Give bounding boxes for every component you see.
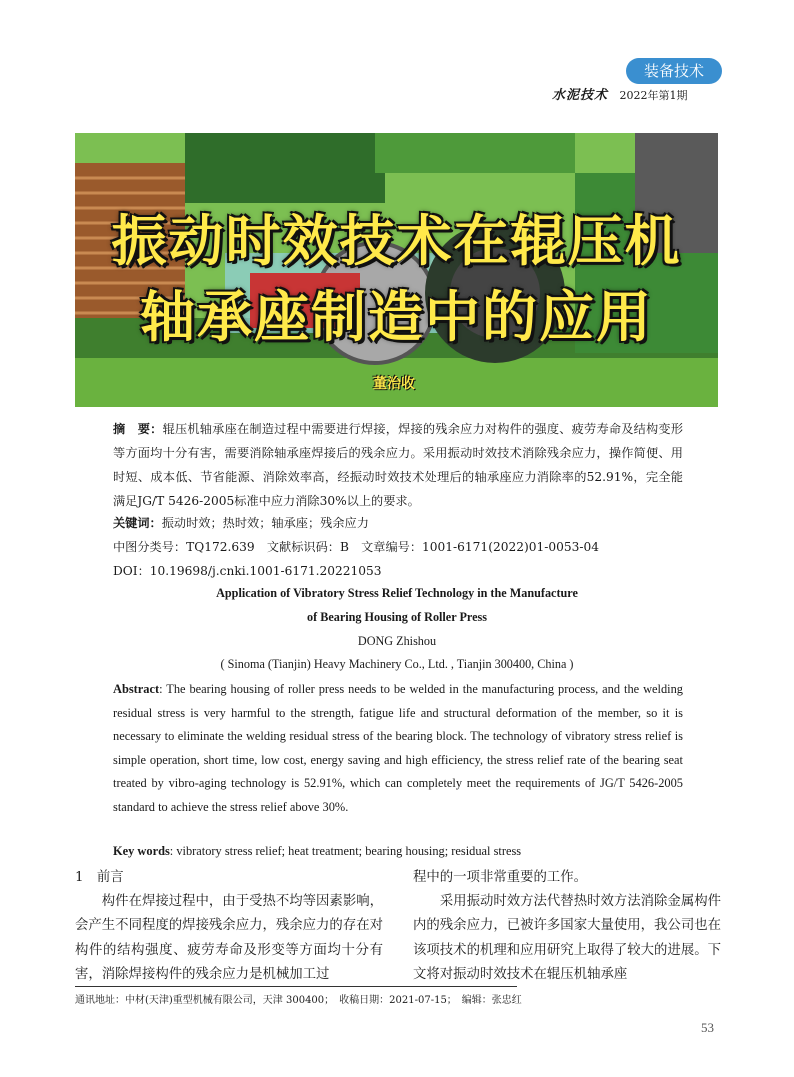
- body-column-right: [413, 866, 721, 987]
- keywords-text: 振动时效；热时效；轴承座；残余应力: [161, 516, 369, 530]
- footnote: 通讯地址：中材(天津)重型机械有限公司，天津 300400； 收稿日期：2021-07-15； 编辑：张忠红: [75, 995, 522, 1006]
- article-title-line1: 振动时效技术在辊压机: [111, 209, 682, 273]
- abstract-english-text: : The bearing housing of roller press needs to be welded in the manufacturing process, and the welding residual stress is very harmful to the strength, fatigue life and structural deformation of the member, so it is necessary to eliminate the welding residual stress of the bearing block. The technology of vibratory stress relief is simple operation, short time, low cost, energy saving and high efficiency, the stress relief rate of the bearing seat treated by vibro-aging technology is 52.91%, which can completely meet the requirements of JG/T 5426-2005 standard to achieve the stress relief above 30%.: [113, 682, 683, 814]
- page-number: 53: [701, 1020, 714, 1035]
- author-chinese: 董治收: [373, 376, 415, 392]
- abstract-english: [113, 678, 683, 820]
- keywords-label: 关键词：: [113, 516, 162, 530]
- journal-header: [552, 84, 688, 103]
- journal-name: 水泥技术: [552, 88, 609, 103]
- keywords-chinese: [113, 514, 369, 531]
- english-title-line1: Application of Vibratory Stress Relief Technology in the Manufacture: [216, 586, 578, 600]
- classification-line: 中图分类号：TQ172.639 文献标识码：B 文章编号：1001-6171(2022)01-0053-04: [113, 540, 599, 554]
- keywords-english-label: Key words: [113, 844, 170, 858]
- english-title-line2: of Bearing Housing of Roller Press: [307, 610, 487, 624]
- keywords-english-text: : vibratory stress relief; heat treatment; bearing housing; residual stress: [169, 844, 522, 858]
- journal-issue: 2022年第1期: [619, 89, 688, 102]
- section-heading: 1 前言: [75, 870, 124, 885]
- body-column-left: [75, 866, 383, 987]
- body-paragraph: 构件在焊接过程中，由于受热不均等因素影响，会产生不同程度的焊接残余应力，残余应力的存在对构件的结构强度、疲劳寿命及形变等方面均十分有害，消除焊接构件的残余应力是机械加工过: [75, 894, 383, 982]
- abstract-label: 摘 要：: [113, 422, 163, 436]
- author-english: DONG Zhishou: [357, 634, 437, 648]
- keywords-english: [113, 844, 521, 859]
- abstract-text: 辊压机轴承座在制造过程中需要进行焊接，焊接的残余应力对构件的强度、疲劳寿命及结构变形等方面均十分有害，需要消除轴承座焊接后的残余应力。采用振动时效技术消除残余应力，操作简便、用时短、成本低、节省能源、消除效率高，经振动时效技术处理后的轴承座应力消除率的52.91%，完全能满足JG/T 5426-2005标准中应力消除30%以上的要求。: [113, 422, 684, 508]
- abstract-english-label: Abstract: [113, 682, 160, 696]
- doi-line: DOI：10.19698/j.cnki.1001-6171.20221053: [113, 564, 382, 578]
- body-paragraph-continued: 程中的一项非常重要的工作。: [413, 870, 588, 885]
- title-banner: [75, 133, 718, 407]
- section-tag: 装备技术: [626, 58, 722, 84]
- abstract-chinese: [113, 417, 683, 513]
- body-paragraph: 采用振动时效方法代替热时效方法消除金属构件内的残余应力，已被许多国家大量使用，我公司也在该项技术的机理和应用研究上取得了较大的进展。下文将对振动时效技术在辊压机轴承座: [413, 894, 721, 982]
- article-title-line2: 轴承座制造中的应用: [139, 285, 653, 349]
- footnote-rule: [75, 986, 517, 987]
- affiliation-english: ( Sinoma (Tianjin) Heavy Machinery Co., Ltd. , Tianjin 300400, China ): [220, 657, 574, 671]
